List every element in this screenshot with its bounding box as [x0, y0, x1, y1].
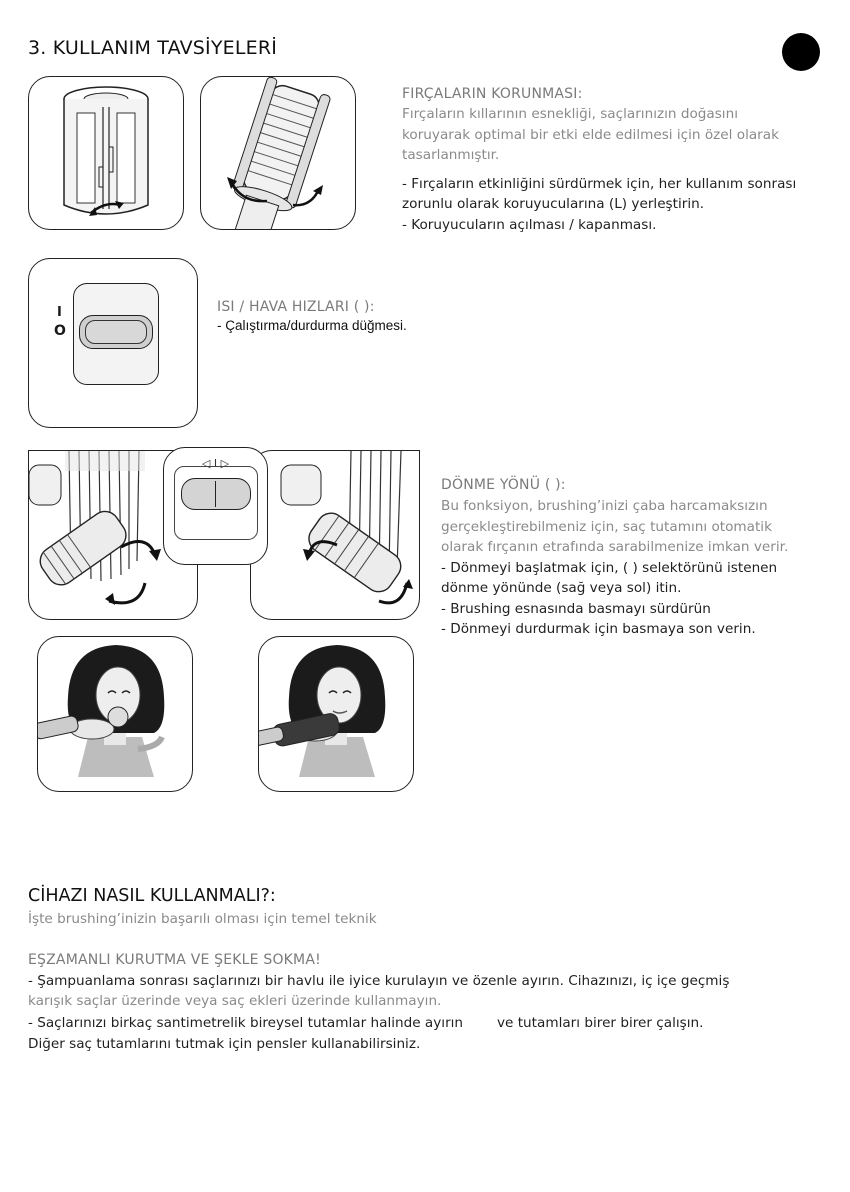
rotation-right-illustration [250, 450, 420, 620]
selector-symbol: ◁ I ▷ [201, 457, 230, 470]
protector-cylinder-icon [29, 77, 183, 229]
heat-heading: ISI / HAVA HIZLARI ( ): [217, 299, 375, 315]
brushes-step-line: - Fırçaların etkinliğini sürdürmek için, her kullanım sonrası [402, 175, 797, 192]
selector-housing [174, 466, 258, 540]
usage-heading: EŞZAMANLI KURUTMA VE ŞEKLE SOKMA! [28, 952, 321, 968]
rotation-intro-line: olarak fırçanın etrafında sarabilmenize imkan verir. [441, 539, 789, 555]
heat-item: - Çalıştırma/durdurma düğmesi. [217, 318, 407, 333]
rotation-step-line: dönme yönünde (sağ veya sol) itin. [441, 580, 682, 596]
usage-line: ve tutamları birer birer çalışın. [497, 1015, 704, 1031]
usage-line: karışık saçlar üzerinde veya saç ekleri üzerinde kullanmayın. [28, 993, 442, 1009]
woman-portrait-icon [38, 637, 192, 791]
section-title: 3. KULLANIM TAVSİYELERİ [28, 37, 278, 59]
brushes-step-line: - Koruyucuların açılması / kapanması. [402, 216, 657, 233]
usage-line: - Şampuanlama sonrası saçlarınızı bir havlu ile iyice kurulayın ve özenle ayırın. Cihazınızı, iç içe geçmiş [28, 973, 730, 989]
brushes-heading: FIRÇALARIN KORUNMASI: [402, 86, 583, 102]
brushes-step-line: zorunlu olarak koruyucularına (L) yerleştirin. [402, 196, 705, 212]
selector-illustration [163, 447, 268, 565]
woman-portrait-icon [259, 637, 413, 791]
hair-strands-right-icon [251, 451, 419, 619]
usage-line: Diğer saç tutamlarını tutmak için pensler kullanabilirsiniz. [28, 1036, 421, 1052]
woman-brushing-left-illustration [37, 636, 193, 792]
woman-brushing-right-illustration [258, 636, 414, 792]
usage-title: CİHAZI NASIL KULLANMALI?: [28, 886, 276, 906]
on-off-button [79, 315, 153, 349]
rotation-intro-line: gerçekleştirebilmeniz için, saç tutamını otomatik [441, 518, 772, 535]
usage-subtitle: İşte brushing’inizin başarılı olması için temel teknik [28, 911, 377, 927]
brush-protector-illustration [200, 76, 356, 230]
rotation-step-line: - Dönmeyi durdurmak için basmaya son verin. [441, 621, 756, 637]
black-circle-icon [782, 33, 820, 71]
protector-illustration [28, 76, 184, 230]
rotation-heading: DÖNME YÖNÜ ( ): [441, 477, 566, 493]
rotation-step-line: - Dönmeyi başlatmak için, ( ) selektörünü istenen [441, 559, 778, 576]
rotation-step-line: - Brushing esnasında basmayı sürdürün [441, 600, 711, 617]
switch-off-label: O [54, 323, 66, 339]
brushes-intro-line: koruyarak optimal bir etki elde edilmesi için özel olarak [402, 126, 779, 143]
round-brush-icon [201, 77, 355, 229]
brushes-intro-line: Fırçaların kıllarının esnekliği, saçlarınızın doğasını [402, 106, 738, 122]
brushes-intro-line: tasarlanmıştır. [402, 147, 500, 163]
switch-on-label: I [57, 305, 62, 320]
switch-illustration [28, 258, 198, 428]
rotation-intro-line: Bu fonksiyon, brushing’inizi çaba harcamaksızın [441, 498, 768, 514]
usage-line: - Saçlarınızı birkaç santimetrelik bireysel tutamlar halinde ayırın [28, 1015, 464, 1031]
